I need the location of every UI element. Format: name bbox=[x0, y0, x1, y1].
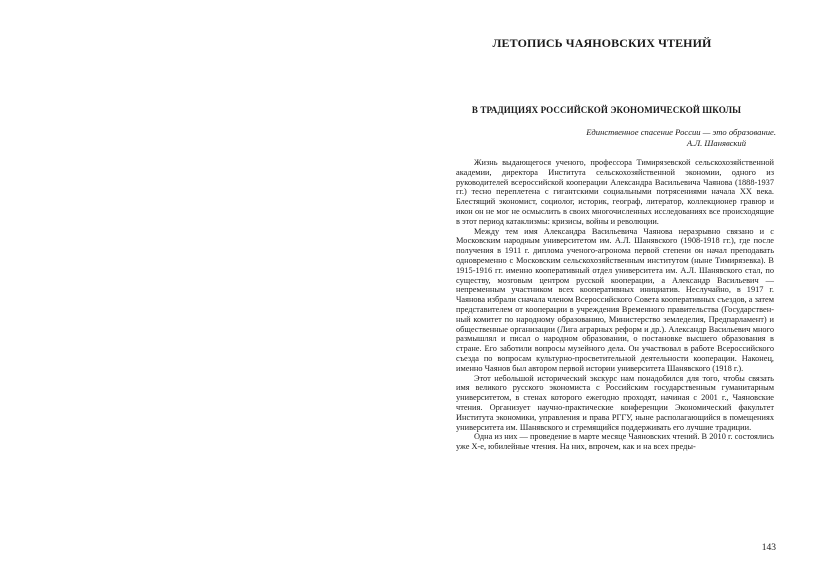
article-title: В ТРАДИЦИЯХ РОССИЙСКОЙ ЭКОНОМИЧЕСКОЙ ШКОЛЫ bbox=[471, 105, 742, 115]
epigraph bbox=[586, 127, 776, 149]
epigraph-quote: Единственное спасение России — это образование. bbox=[586, 127, 776, 137]
paragraph: Жизнь выдающегося ученого, профессора Тимирязевской сельскохозяйственной академии, директора Института сельскохозяйственной экономии, одного из руководителей всероссийской кооперации Александра Васильевича Чаянова (1888-1937 гг.) тесно переплетена с гигантскими социальными потрясениями начала XX века. Блестящий экономист, социолог, историк, географ, литератор, коллекционер гравюр и икон он не мог не осмыслить в своих многочисленных исследованиях все происходящие в этот период катаклизмы: кризисы, войны и революции. bbox=[456, 158, 774, 226]
paragraph: Между тем имя Александра Васильевича Чаянова неразрывно связано и с Московским народным университетом им. А.Л. Шанявского (1908-1918 гг.), где после получения в 1911 г. диплома ученого-агронома первой степени он начал преподавать одновременно с Московским сельскохозяйственным институтом (ныне Тимирязевка). В 1915-1916 гг. именно кооперативный отдел университета им. А.Л. Шанявского стал, по существу, мозговым центром русской кооперации, а Александр Васильевич — непременным участником всех кооперативных инициатив. Неслучайно, в 1917 г. Чаянова избрали сначала членом Всероссийского Совета кооперативных съездов, а затем представителем от кооперации в учреждения Временного правительства (Государственный комитет по народному образованию, Министерство земледелия, Предпарламент) и общественные организации (Лига аграрных реформ и др.). Александр Васильевич много размышлял и писал о народном образовании, о постановке высшего образования в стране. Его заботили вопросы музейного дела. Он участвовал в работе Всероссийского съезда по вопросам культурно-просветительной деятельности кооперации. Наконец, именно Чаянов был автором первой истории университета Шанявского (1918 г.). bbox=[456, 226, 774, 373]
paragraph: Этот небольшой исторический экскурс нам понадобился для того, чтобы связать имя великого русского экономиста с Российским государственным гуманитарным университетом, в стенах которого ежегодно проходят, начиная с 2001 г., Чаяновские чтения. Организует научно-практические конференции Экономический факультет Института экономики, управления и права РГГУ, ныне располагающийся в помещениях университета им. Шанявского и стремящийся поддерживать его лучшие традиции. bbox=[456, 373, 774, 432]
paragraph: Одна из них — проведение в марте месяце Чаяновских чтений. В 2010 г. состоялись уже Х-е, юбилейные чтения. На них, впрочем, как и на всех преды- bbox=[456, 432, 774, 452]
epigraph-author: А.Л. Шанявский bbox=[686, 138, 746, 148]
running-head: ЛЕТОПИСЬ ЧАЯНОВСКИХ ЧТЕНИЙ bbox=[492, 36, 712, 50]
page-number: 143 bbox=[761, 543, 776, 553]
article-body bbox=[456, 158, 774, 452]
